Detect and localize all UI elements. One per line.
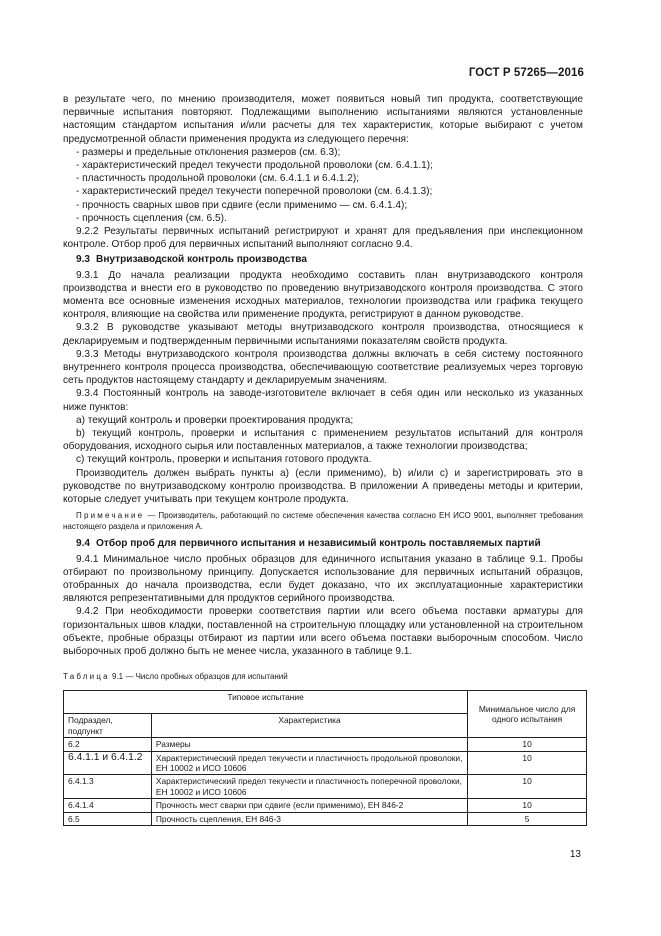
header-typical-test: Типовое испытание bbox=[64, 691, 468, 714]
header-min-count: Минимальное число для одного испытания bbox=[468, 691, 587, 738]
control-items-list bbox=[63, 414, 583, 467]
paragraph-9-3-4-choice: Производитель должен выбрать пункты а) (если применимо), b) и/или с) и зарегистрировать это в руководстве по внутризаводскому контролю производства. В приложении А приведены методы и критерии, которые следует учитывать при текущем контроле продукта. bbox=[63, 467, 583, 506]
cell-characteristic: Размеры bbox=[151, 738, 467, 751]
page-number: 13 bbox=[569, 849, 581, 860]
table-row bbox=[64, 751, 587, 775]
section-heading-9-4 bbox=[63, 537, 583, 550]
section-number: 9.3 bbox=[76, 254, 91, 266]
paragraph-continuation: в результате чего, по мнению производителя, может появиться новый тип продукта, соответствующие первичные испытания повторяют. Подлежащими выполнению испытаниями являются установленные настоящим стандартом испытания и/или расчеты для тех характеристик, которые выбирают с учетом предусмотренной области применения продукта из следующего перечня: bbox=[63, 94, 583, 145]
list-item: - прочность сварных швов при сдвиге (если применимо — см. 6.4.1.4); bbox=[76, 199, 408, 211]
table-caption-label: Таблица bbox=[63, 672, 110, 682]
paragraph-9-3-1: 9.3.1 До начала реализации продукта необходимо составить план внутризаводского контроля производства и внести его в руководство по проведению внутризаводского контроля производства. С этого момента все основные изменения исходных материалов, технологии производства или графика текущего контроля, влияющие на свойства или применение продукта, регистрируют в данном руководстве. bbox=[63, 269, 583, 321]
table-row bbox=[64, 799, 587, 812]
cell-min: 5 bbox=[468, 812, 587, 825]
note-text: — Производитель, работающий по системе обеспечения качества согласно ЕН ИСО 9001, выполняет требования настоящего раздела и приложения А. bbox=[63, 511, 583, 532]
samples-table bbox=[63, 690, 587, 826]
list-item: - пластичность продольной проволоки (см. 6.4.1.1 и 6.4.1.2); bbox=[76, 173, 360, 185]
table-row bbox=[64, 738, 587, 751]
note bbox=[63, 510, 583, 532]
section-title: Внутризаводской контроль производства bbox=[96, 254, 307, 266]
paragraph-9-3-3: 9.3.3 Методы внутризаводского контроля производства должны включать в себя систему постоянного внутреннего контроля процесса производства, обеспечивающую соответствие реализуемых через торговую сеть продуктов настоящему стандарту и декларируемым значениям. bbox=[63, 348, 583, 387]
cell-subsection: 6.2 bbox=[64, 738, 152, 751]
list-item: b) текущий контроль, проверки и испытания с применением результатов испытаний для контроля оборудования, исходного сырья или поставленных материалов, а также технологии производства; bbox=[63, 428, 583, 453]
header-characteristic: Характеристика bbox=[151, 714, 467, 738]
note-label: Примечание bbox=[76, 511, 145, 521]
list-item: - прочность сцепления (см. 6.5). bbox=[76, 212, 227, 224]
header-subsection: Подраздел, подпункт bbox=[64, 714, 152, 738]
list-item: с) текущий контроль, проверки и испытания готового продукта. bbox=[76, 454, 372, 466]
table-header-row bbox=[64, 691, 587, 714]
list-item: - характеристический предел текучести поперечной проволоки (см. 6.4.1.3); bbox=[76, 186, 433, 198]
table-caption-text: 9.1 — Число пробных образцов для испытаний bbox=[109, 672, 288, 682]
list-item: а) текущий контроль и проверки проектирования продукта; bbox=[76, 414, 354, 426]
cell-min: 10 bbox=[468, 799, 587, 812]
table-row bbox=[64, 775, 587, 799]
cell-subsection: 6.4.1.1 и 6.4.1.2 bbox=[64, 751, 152, 775]
section-title: Отбор проб для первичного испытания и независимый контроль поставляемых партий bbox=[96, 538, 541, 550]
document-header: ГОСТ Р 57265—2016 bbox=[468, 67, 584, 79]
paragraph-9-4-2: 9.4.2 При необходимости проверки соответствия партии или всего объема поставки арматуры для горизонтальных швов кладки, поставленной на строительную площадку или установленной на строительном объекте, пробные образцы отбирают из партии или всего объема поставки выборочным способом. Число выборочных проб должно быть не менее числа, указанного в таблице 9.1. bbox=[63, 606, 583, 657]
cell-min: 10 bbox=[468, 738, 587, 751]
characteristics-list bbox=[63, 146, 583, 225]
list-item: - размеры и предельные отклонения размеров (см. 6.3); bbox=[76, 146, 341, 158]
cell-characteristic: Прочность мест сварки при сдвиге (если применимо), ЕН 846-2 bbox=[151, 799, 467, 812]
table-caption bbox=[63, 670, 583, 683]
cell-subsection: 6.4.1.3 bbox=[64, 775, 152, 799]
paragraph-9-2-2: 9.2.2 Результаты первичных испытаний регистрируют и хранят для предъявления при инспекционном контроле. Отбор проб для первичных испытаний выполняют согласно 9.4. bbox=[63, 226, 583, 251]
table-row bbox=[64, 812, 587, 825]
paragraph-9-3-2: 9.3.2 В руководстве указывают методы внутризаводского контроля производства, относящиеся к декларируемым и подтвержденным первичными испытаниями показателям свойств продукта. bbox=[63, 322, 583, 347]
section-number: 9.4 bbox=[76, 538, 91, 550]
cell-min: 10 bbox=[468, 775, 587, 799]
cell-min: 10 bbox=[468, 751, 587, 775]
paragraph-9-3-4: 9.3.4 Постоянный контроль на заводе-изготовителе включает в себя один или несколько из указанных ниже пунктов: bbox=[63, 388, 583, 413]
list-item: - характеристический предел текучести продольной проволоки (см. 6.4.1.1); bbox=[76, 160, 433, 172]
page-content bbox=[63, 93, 583, 826]
cell-subsection: 6.5 bbox=[64, 812, 152, 825]
cell-characteristic: Характеристический предел текучести и пластичность поперечной проволоки, ЕН 10002 и ИСО 10606 bbox=[151, 775, 467, 799]
cell-subsection: 6.4.1.4 bbox=[64, 799, 152, 812]
cell-characteristic: Характеристический предел текучести и пластичность продольной проволоки, ЕН 10002 и ИСО 10606 bbox=[151, 751, 467, 775]
section-heading-9-3 bbox=[63, 253, 583, 266]
cell-characteristic: Прочность сцепления, ЕН 846-3 bbox=[151, 812, 467, 825]
paragraph-9-4-1: 9.4.1 Минимальное число пробных образцов для единичного испытания указано в таблице 9.1. Пробы отбирают по произвольному принципу. Допускается использование для первичных испытаний образцов, отобранных до начала производства, если будет доказано, что их эксплуатационные характеристики являются репрезентативными для продуктов серийного производства. bbox=[63, 553, 583, 605]
